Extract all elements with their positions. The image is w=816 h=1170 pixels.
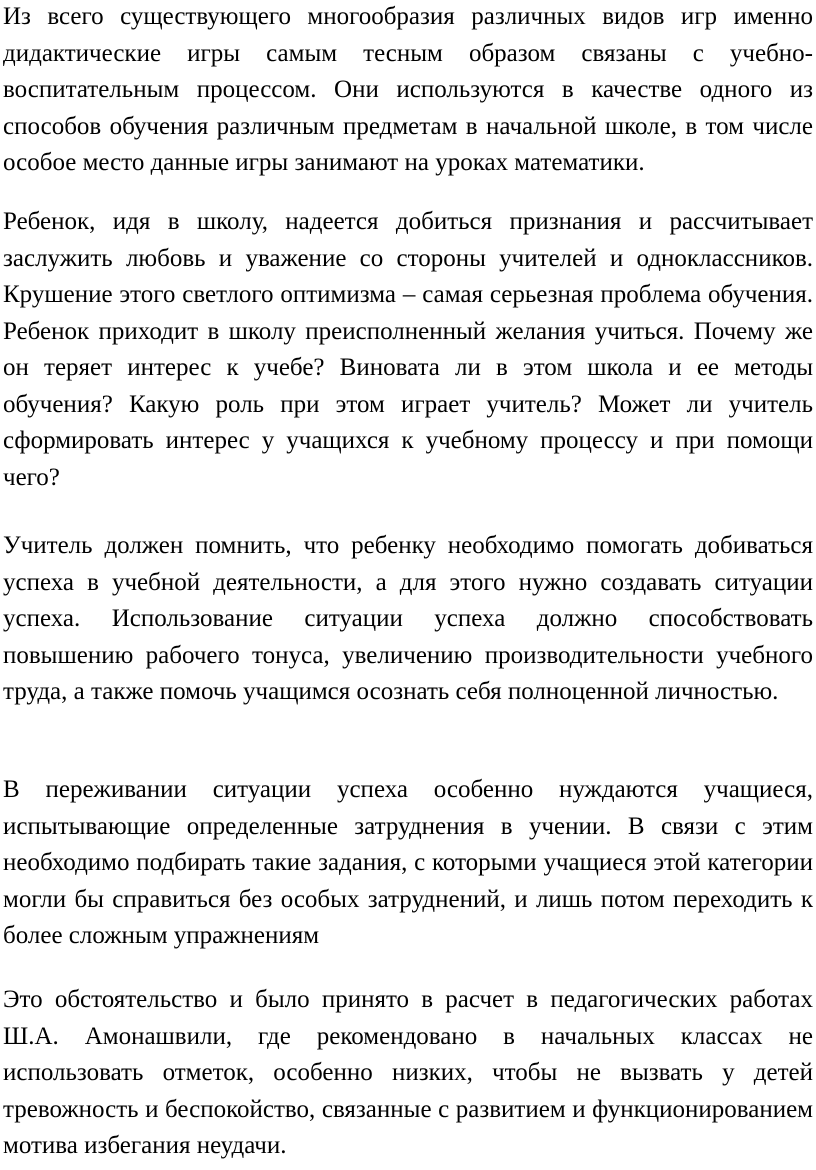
paragraph-2: Ребенок, идя в школу, надеется добиться признания и рассчитывает заслужить любовь и уважение со стороны учителей и одноклассников. Крушение этого светлого оптимизма – самая серьезная проблема обучения. Ребенок приходит в школу преисполненный желания учиться. Почему же он теряет интерес к учебе? Виновата ли в этом школа и ее методы обучения? Какую роль при этом играет учитель? Может ли учитель сформировать интерес у учащихся к учебному процессу и при помощи чего? xyxy=(3,208,813,491)
paragraph-1: Из всего существующего многообразия различных видов игр именно дидактические игры самым тесным образом связаны с учебно-воспитательным процессом. Они используются в качестве одного из способов обучения различным предметам в начальной школе, в том числе особое место данные игры занимают на уроках математики. xyxy=(3,3,813,176)
paragraph-3: Учитель должен помнить, что ребенку необходимо помогать добиваться успеха в учебной деятельности, а для этого нужно создавать ситуации успеха. Использование ситуации успеха должно способствовать повышению рабочего тонуса, увеличению производительности учебного труда, а также помочь учащимся осознать себя полноценной личностью. xyxy=(3,532,813,705)
paragraph-4: В переживании ситуации успеха особенно нуждаются учащиеся, испытывающие определенные затруднения в учении. В связи с этим необходимо подбирать такие задания, с которыми учащиеся этой категории могли бы справиться без особых затруднений, и лишь потом переходить к более сложным упражнениям xyxy=(3,776,813,949)
paragraph-5: Это обстоятельство и было принято в расчет в педагогических работах Ш.А. Амонашвили, где рекомендовано в начальных классах не использовать отметок, особенно низких, чтобы не вызвать у детей тревожность и беспокойство, связанные с развитием и функционированием мотива избегания неудачи. xyxy=(3,986,813,1159)
